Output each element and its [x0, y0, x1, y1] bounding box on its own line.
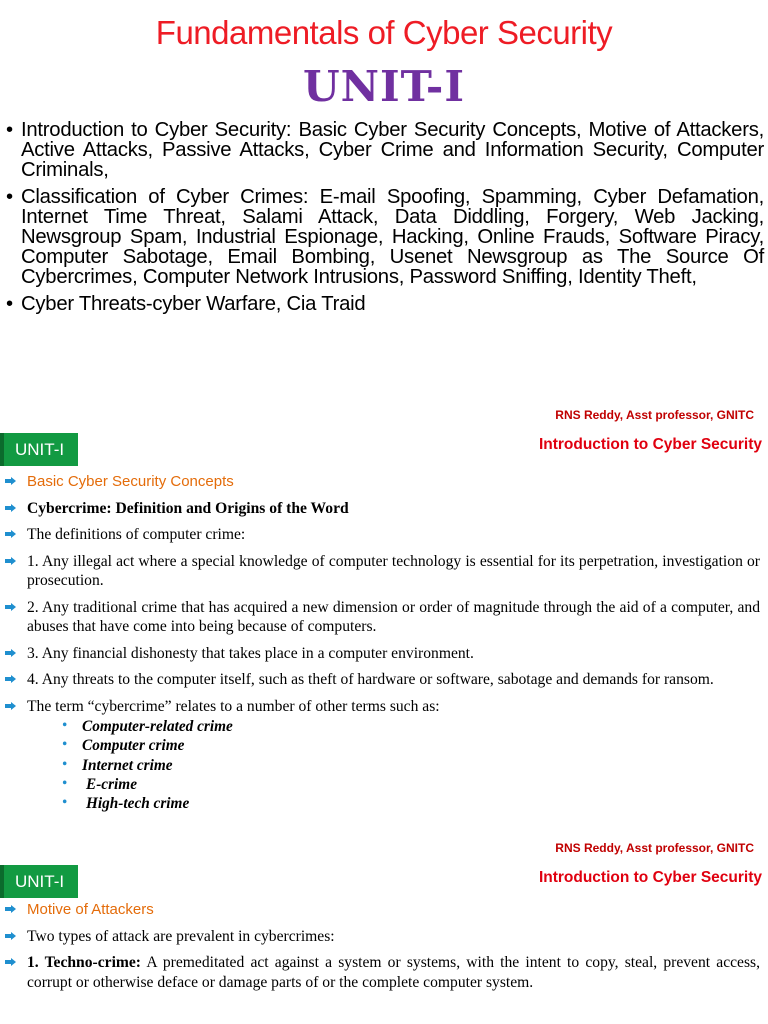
syllabus-item-text: Classification of Cyber Crimes: E-mail Spoofing, Spamming, Cyber Defamation, Internet Time Threat, Salami Attack, Data Diddling, Forgery, Web Jacking, Newsgroup Spam, Industrial Espionage, Hacking, Online Frauds, Software Piracy, Computer Sabotage, Email Bombing, Usenet Newsgroup as The Source Of Cybercrimes, Computer Network Intrusions, Password Sniffing, Identity Theft, — [21, 186, 764, 288]
arrow-bullet-icon — [5, 702, 16, 710]
arrow-bullet-icon — [5, 504, 16, 512]
list-item — [0, 525, 760, 545]
item-text: The definitions of computer crime: — [27, 526, 246, 543]
term-item — [0, 717, 760, 736]
list-item — [0, 697, 760, 717]
list-item — [0, 900, 760, 920]
item-text: 3. Any financial dishonesty that takes place in a computer environment. — [27, 644, 474, 662]
item-text: Two types of attack are prevalent in cybercrimes: — [27, 927, 335, 945]
dot-bullet-icon: • — [62, 717, 68, 734]
attackers-list — [0, 900, 760, 999]
dot-bullet-icon: • — [62, 794, 68, 812]
arrow-bullet-icon — [5, 530, 16, 538]
cybercrime-terms-list — [0, 717, 760, 813]
bullet-icon: • — [6, 186, 13, 208]
list-item — [0, 953, 760, 992]
syllabus-item — [6, 187, 764, 287]
term-item — [0, 794, 760, 813]
slide-heading: Introduction to Cyber Security — [538, 869, 762, 886]
syllabus-list — [6, 120, 764, 321]
list-item — [0, 499, 760, 519]
list-item — [0, 472, 760, 492]
author-credit: RNS Reddy, Asst professor, GNITC — [555, 408, 754, 422]
arrow-bullet-icon — [5, 905, 16, 913]
arrow-bullet-icon — [5, 477, 16, 485]
list-item — [0, 644, 760, 664]
item-text: 1. Any illegal act where a special knowledge of computer technology is essential for its perpetration, investigation or prosecution. — [27, 552, 760, 589]
item-text: 2. Any traditional crime that has acquired a new dimension or order of magnitude through the aid of a computer, and abuses that have come into being because of computers. — [27, 598, 760, 635]
item-text: The term “cybercrime” relates to a number of other terms such as: — [27, 697, 440, 715]
attackers-slide — [0, 835, 768, 1024]
item-text: Cybercrime: Definition and Origins of the Word — [27, 499, 349, 517]
list-item — [0, 598, 760, 637]
list-item — [0, 552, 760, 591]
dot-bullet-icon: • — [62, 774, 68, 792]
arrow-bullet-icon — [5, 603, 16, 611]
item-label: 1. Techno-crime: — [27, 954, 142, 971]
arrow-bullet-icon — [5, 958, 16, 966]
syllabus-item — [6, 294, 764, 314]
section-subtitle: Basic Cyber Security Concepts — [27, 473, 234, 490]
arrow-bullet-icon — [5, 557, 16, 565]
syllabus-item-text: Cyber Threats-cyber Warfare, Cia Traid — [21, 293, 366, 315]
item-text: 4. Any threats to the computer itself, such as theft of hardware or software, sabotage and demands for ransom. — [27, 671, 714, 688]
term-text: Internet crime — [82, 756, 173, 774]
syllabus-slide — [0, 0, 768, 400]
dot-bullet-icon: • — [62, 736, 68, 754]
term-text: Computer crime — [82, 737, 185, 755]
slide-title: Fundamentals of Cyber Security — [155, 14, 613, 51]
author-credit: RNS Reddy, Asst professor, GNITC — [555, 841, 754, 855]
section-subtitle: Motive of Attackers — [27, 901, 154, 918]
list-item — [0, 927, 760, 947]
arrow-bullet-icon — [5, 932, 16, 940]
arrow-bullet-icon — [5, 675, 16, 683]
unit-heading: UNIT-I — [302, 62, 466, 111]
dot-bullet-icon: • — [62, 755, 68, 773]
slide-heading: Introduction to Cyber Security — [538, 436, 762, 453]
item-text: A premeditated act against a system or systems, with the intent to copy, steal, prevent access, corrupt or otherwise deface or damage parts of or the complete computer system. — [27, 954, 760, 991]
concepts-slide — [0, 400, 768, 845]
syllabus-item — [6, 120, 764, 180]
bullet-icon: • — [6, 293, 13, 315]
unit-label: UNIT-I — [0, 433, 78, 466]
concepts-list — [0, 472, 760, 813]
term-text: E-crime — [86, 775, 137, 793]
term-item — [0, 775, 760, 794]
bullet-icon: • — [6, 119, 13, 141]
arrow-bullet-icon — [5, 649, 16, 657]
term-item — [0, 736, 760, 755]
term-text: Computer-related crime — [82, 718, 233, 735]
list-item — [0, 670, 760, 690]
unit-label: UNIT-I — [0, 865, 78, 898]
term-text: High-tech crime — [86, 795, 190, 813]
term-item — [0, 756, 760, 775]
syllabus-item-text: Introduction to Cyber Security: Basic Cyber Security Concepts, Motive of Attackers, Active Attacks, Passive Attacks, Cyber Crime and Information Security, Computer Criminals, — [21, 119, 764, 181]
